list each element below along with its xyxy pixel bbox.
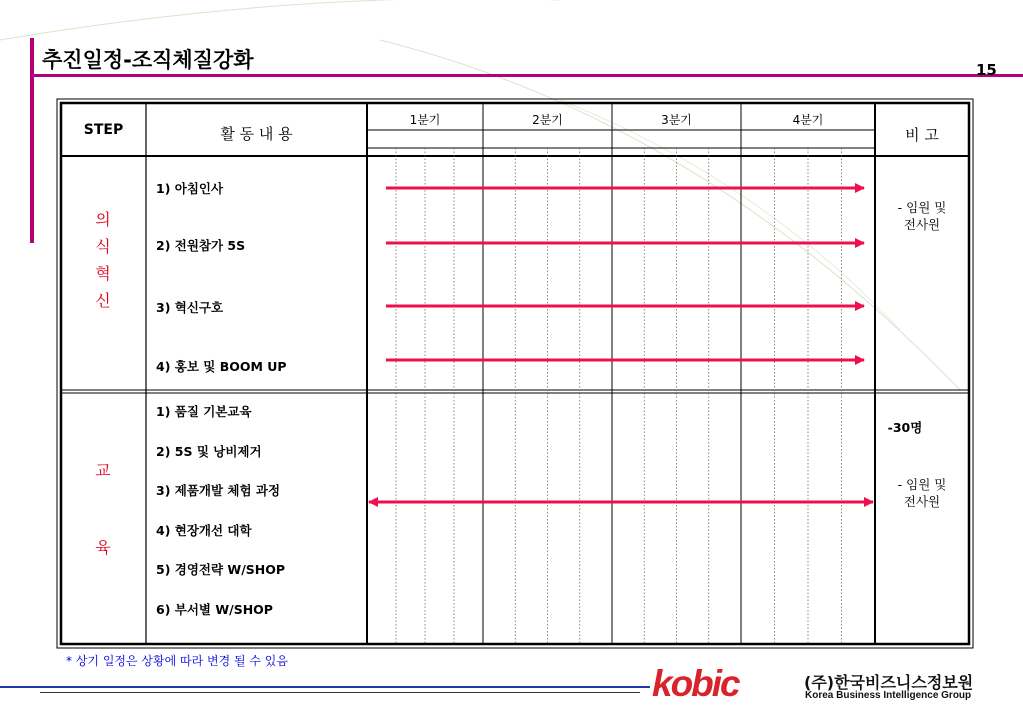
activity-item: 1) 아침인사 — [156, 181, 224, 196]
step-char: 신 — [95, 291, 111, 310]
company-name-en: Korea Business Intelligence Group — [805, 690, 972, 701]
step-char: 교 — [95, 461, 111, 480]
activity-item: 4) 홍보 및 BOOM UP — [156, 359, 287, 374]
footer-line-blue — [0, 686, 650, 688]
activity-item: 2) 전원참가 5S — [156, 238, 246, 253]
quarter-3-label: 3분기 — [661, 113, 692, 127]
remarks-line: 전사원 — [903, 217, 941, 232]
company-name-kr: (주)한국비즈니스정보원 — [804, 673, 974, 692]
activity-item: 6) 부서별 W/SHOP — [156, 602, 273, 617]
activity-item: 5) 경영전략 W/SHOP — [156, 562, 286, 577]
footer-line-dark — [40, 692, 640, 693]
step-char: 육 — [95, 538, 111, 557]
activity-item: 4) 현장개선 대학 — [156, 523, 252, 538]
quarter-2-label: 2분기 — [532, 113, 563, 127]
quarter-1-label: 1분기 — [409, 113, 441, 127]
remarks-line: - 임원 및 — [897, 200, 947, 215]
footnote: * 상기 일정은 상황에 따라 변경 될 수 있음 — [66, 654, 288, 668]
remarks-count: -30명 — [887, 420, 923, 435]
activity-item: 3) 혁신구호 — [156, 300, 224, 315]
activity-item: 2) 5S 및 낭비제거 — [156, 444, 262, 459]
activity-item: 1) 품질 기본교육 — [156, 404, 252, 419]
page-number: 15 — [976, 61, 997, 79]
kobic-logo: kobic — [652, 663, 739, 704]
quarter-4-label: 4분기 — [792, 113, 824, 127]
page-title: 추진일정-조직체질강화 — [42, 48, 254, 72]
activity-item: 3) 제품개발 체험 과정 — [156, 483, 281, 498]
header-step: STEP — [83, 122, 124, 138]
remarks-line: 전사원 — [903, 494, 941, 509]
remarks-line: - 임원 및 — [897, 477, 947, 492]
step-char: 의 — [95, 210, 111, 229]
header-remarks: 비 고 — [905, 126, 939, 144]
step-char: 식 — [95, 237, 111, 256]
step-char: 혁 — [95, 264, 111, 283]
header-activity: 활 동 내 용 — [220, 125, 293, 143]
